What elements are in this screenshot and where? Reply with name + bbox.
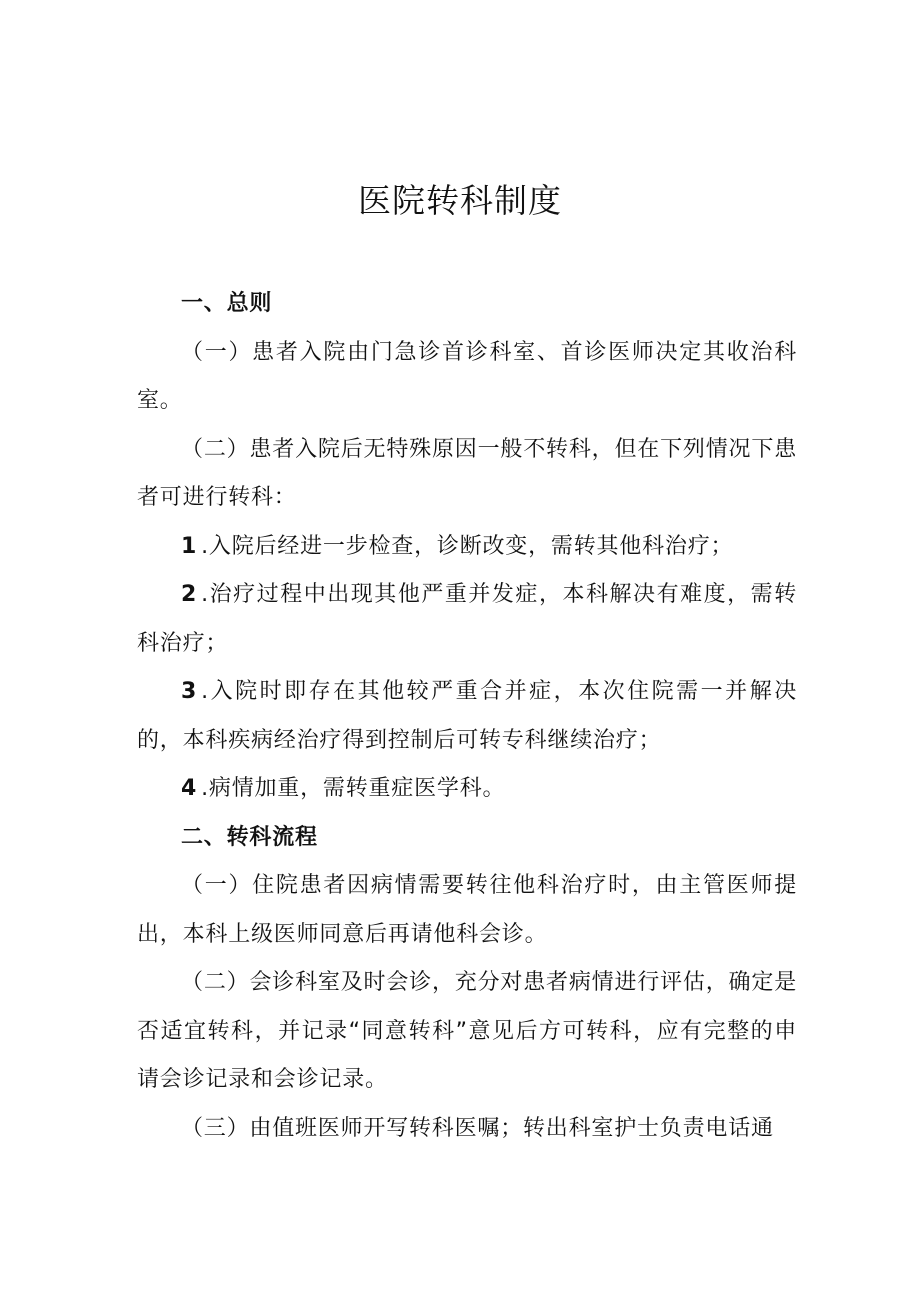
section-heading-general: 一、总则 [181,291,273,316]
paragraph: （三）由值班医师开写转科医嘱；转出科室护士负责电话通 [181,1115,774,1141]
list-item [137,668,797,765]
list-text: .病情加重，需转重症医学科。 [201,776,506,801]
paragraph: （一）住院患者因病情需要转往他科治疗时，由主管医师提出，本科上级医师同意后再请他科会诊。 [137,873,797,947]
paragraph: （一）患者入院由门急诊首诊科室、首诊医师决定其收治科室。 [137,339,797,413]
list-number: 3 [181,679,198,704]
document-body [137,280,797,1153]
list-text: .治疗过程中出现其他严重并发症，本科解决有难度，需转科治疗； [137,582,797,656]
document-title: 医院转科制度 [358,181,562,220]
list-item [137,571,797,668]
section-heading-transfer-process: 二、转科流程 [181,824,318,850]
list-item [137,765,797,814]
list-text: .入院时即存在其他较严重合并症，本次住院需一并解决的，本科疾病经治疗得到控制后可转专科继续治疗； [137,679,797,753]
list-item [137,523,797,572]
list-number: 4 [181,776,198,801]
list-number: 2 [181,582,198,607]
list-number: 1 [181,533,198,559]
paragraph: （二）会诊科室及时会诊，充分对患者病情进行评估，确定是否适宜转科，并记录“同意转科”意见后方可转科，应有完整的申请会诊记录和会诊记录。 [137,970,797,1092]
list-text: .入院后经进一步检查，诊断改变，需转其他科治疗； [201,533,734,559]
paragraph: （二）患者入院后无特殊原因一般不转科，但在下列情况下患者可进行转科： [137,436,797,510]
